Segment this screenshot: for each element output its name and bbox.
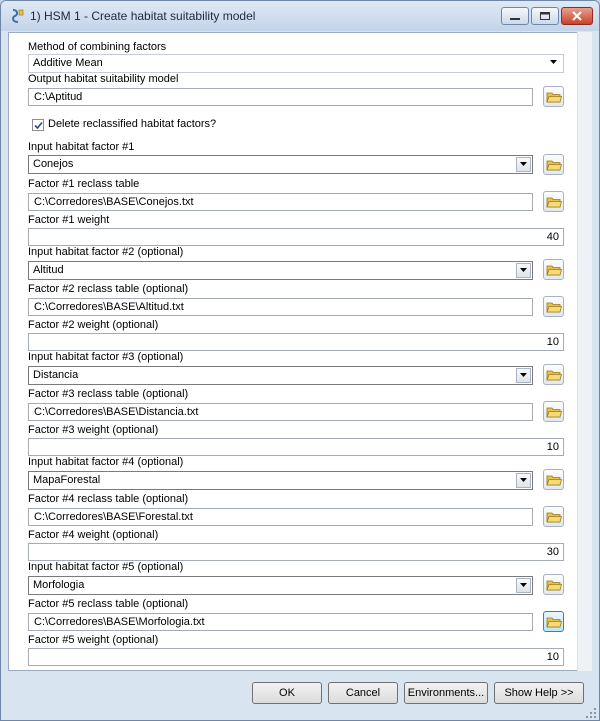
factor-4-input-value: MapaForestal xyxy=(33,474,101,486)
resize-grip-icon[interactable] xyxy=(585,707,597,719)
factor-5-weight-field[interactable]: 10 xyxy=(28,648,564,666)
maximize-button[interactable] xyxy=(531,7,559,25)
factor-4-table-browse-button[interactable] xyxy=(543,506,564,527)
factor-2-input-select[interactable] xyxy=(28,261,533,280)
delete-reclassified-label: Delete reclassified habitat factors? xyxy=(48,118,217,130)
factor-2-table-field[interactable]: C:\Corredores\BASE\Altitud.txt xyxy=(28,298,533,316)
factor-4-input-browse-button[interactable] xyxy=(543,469,564,490)
factor-3-weight-field[interactable]: 10 xyxy=(28,438,564,456)
factor-2-input-value: Altitud xyxy=(33,264,64,276)
factor-5-input-browse-button[interactable] xyxy=(543,574,564,595)
folder-icon xyxy=(546,262,562,278)
chevron-down-icon xyxy=(519,372,528,378)
show-help-button[interactable]: Show Help >> xyxy=(494,682,584,704)
factor-1-weight-label: Factor #1 weight xyxy=(28,214,110,226)
output-browse-button[interactable] xyxy=(543,86,564,107)
factor-5-dropdown-arrow[interactable] xyxy=(516,578,531,593)
folder-icon xyxy=(546,577,562,593)
factor-5-table-label: Factor #5 reclass table (optional) xyxy=(28,598,189,610)
minimize-icon xyxy=(502,8,528,24)
close-button[interactable] xyxy=(561,7,593,25)
factor-3-table-label: Factor #3 reclass table (optional) xyxy=(28,388,189,400)
factor-3-input-value: Distancia xyxy=(33,369,79,381)
factor-5-table-field[interactable]: C:\Corredores\BASE\Morfologia.txt xyxy=(28,613,533,631)
factor-5-table-browse-button[interactable] xyxy=(543,611,564,632)
factor-3-table-field[interactable]: C:\Corredores\BASE\Distancia.txt xyxy=(28,403,533,421)
factor-2-weight-field[interactable]: 10 xyxy=(28,333,564,351)
factor-1-input-label: Input habitat factor #1 xyxy=(28,141,135,153)
window-title: 1) HSM 1 - Create habitat suitability model xyxy=(30,9,256,23)
factor-1-input-browse-button[interactable] xyxy=(543,154,564,175)
factor-2-input-label: Input habitat factor #2 (optional) xyxy=(28,246,184,258)
factor-1-input-select[interactable] xyxy=(28,155,533,174)
folder-icon xyxy=(546,509,562,525)
chevron-down-icon xyxy=(519,477,528,483)
method-select[interactable] xyxy=(28,54,564,73)
chevron-down-icon xyxy=(519,161,528,167)
factor-4-input-select[interactable] xyxy=(28,471,533,490)
factor-4-input-label: Input habitat factor #4 (optional) xyxy=(28,456,184,468)
chevron-down-icon xyxy=(549,59,558,65)
output-label: Output habitat suitability model xyxy=(28,73,179,85)
chevron-down-icon xyxy=(519,267,528,273)
method-value: Additive Mean xyxy=(33,57,103,69)
folder-icon xyxy=(546,404,562,420)
factor-3-input-browse-button[interactable] xyxy=(543,364,564,385)
factor-5-input-select[interactable] xyxy=(28,576,533,595)
folder-icon xyxy=(546,614,562,630)
maximize-icon xyxy=(532,8,558,24)
factor-4-table-label: Factor #4 reclass table (optional) xyxy=(28,493,189,505)
factor-1-table-browse-button[interactable] xyxy=(543,191,564,212)
factor-3-table-browse-button[interactable] xyxy=(543,401,564,422)
folder-icon xyxy=(546,157,562,173)
factor-3-dropdown-arrow[interactable] xyxy=(516,368,531,383)
delete-reclassified-checkbox[interactable] xyxy=(32,119,44,131)
folder-icon xyxy=(546,299,562,315)
factor-3-weight-label: Factor #3 weight (optional) xyxy=(28,424,159,436)
folder-icon xyxy=(546,472,562,488)
folder-icon xyxy=(546,89,562,105)
minimize-button[interactable] xyxy=(501,7,529,25)
factor-5-input-label: Input habitat factor #5 (optional) xyxy=(28,561,184,573)
factor-2-input-browse-button[interactable] xyxy=(543,259,564,280)
factor-2-table-browse-button[interactable] xyxy=(543,296,564,317)
environments-button[interactable]: Environments... xyxy=(404,682,488,704)
factor-4-table-field[interactable]: C:\Corredores\BASE\Forestal.txt xyxy=(28,508,533,526)
factor-5-weight-label: Factor #5 weight (optional) xyxy=(28,634,159,646)
factor-2-dropdown-arrow[interactable] xyxy=(516,263,531,278)
ok-button[interactable]: OK xyxy=(252,682,322,704)
tool-script-icon xyxy=(9,8,25,24)
factor-3-input-label: Input habitat factor #3 (optional) xyxy=(28,351,184,363)
method-label: Method of combining factors xyxy=(28,41,167,53)
title-bar[interactable] xyxy=(1,1,599,31)
checkmark-icon xyxy=(34,121,43,130)
factor-4-dropdown-arrow[interactable] xyxy=(516,473,531,488)
close-icon xyxy=(562,8,592,24)
factor-5-input-value: Morfologia xyxy=(33,579,85,591)
chevron-down-icon xyxy=(519,582,528,588)
factor-1-table-label: Factor #1 reclass table xyxy=(28,178,140,190)
factor-1-weight-field[interactable]: 40 xyxy=(28,228,564,246)
factor-1-input-value: Conejos xyxy=(33,158,74,170)
factor-2-weight-label: Factor #2 weight (optional) xyxy=(28,319,159,331)
vertical-scrollbar[interactable] xyxy=(577,32,592,671)
output-field[interactable]: C:\Aptitud xyxy=(28,88,533,106)
folder-icon xyxy=(546,367,562,383)
factor-3-input-select[interactable] xyxy=(28,366,533,385)
factor-4-weight-field[interactable]: 30 xyxy=(28,543,564,561)
factor-4-weight-label: Factor #4 weight (optional) xyxy=(28,529,159,541)
factor-2-table-label: Factor #2 reclass table (optional) xyxy=(28,283,189,295)
cancel-button[interactable]: Cancel xyxy=(328,682,398,704)
folder-icon xyxy=(546,194,562,210)
factor-1-table-field[interactable]: C:\Corredores\BASE\Conejos.txt xyxy=(28,193,533,211)
method-dropdown-arrow[interactable] xyxy=(547,56,562,71)
factor-1-dropdown-arrow[interactable] xyxy=(516,157,531,172)
